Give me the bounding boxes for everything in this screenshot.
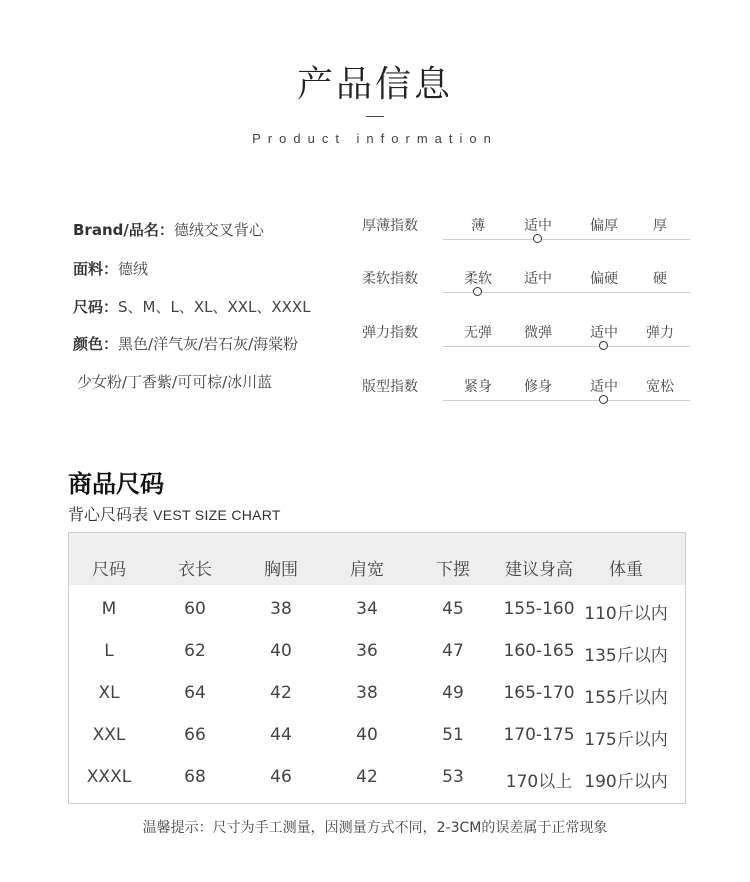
table-row (69, 599, 685, 623)
info-color-key: 颜色： (73, 335, 119, 353)
size-table-header-cell: 建议身高 (505, 560, 573, 580)
info-color (73, 333, 298, 354)
measurement-tip: 温馨提示：尺寸为手工测量，因测量方式不同，2-3CM的误差属于正常现象 (142, 820, 608, 836)
scale-label: 厚薄指数 (362, 218, 418, 234)
table-cell: 38 (356, 683, 378, 703)
scale-option: 宽松 (646, 379, 674, 395)
scale-track (443, 346, 690, 347)
info-fabric-key: 面料： (73, 260, 119, 278)
scale-track (443, 400, 690, 401)
table-cell: 190斤以内 (584, 772, 668, 792)
size-table-header-cell: 肩宽 (350, 560, 384, 580)
table-cell: XXL (92, 725, 126, 745)
info-color-value-2: 少女粉/丁香紫/可可棕/冰川蓝 (77, 373, 273, 391)
table-cell: 68 (184, 767, 206, 787)
table-cell: 51 (442, 725, 464, 745)
size-table-header-cell: 尺码 (92, 560, 126, 580)
table-cell: 60 (184, 599, 206, 619)
scale-option: 薄 (471, 218, 485, 234)
info-color-continued (77, 371, 272, 392)
table-cell: 47 (442, 641, 464, 661)
scale-option: 修身 (524, 379, 552, 395)
table-row (69, 767, 685, 791)
info-fabric (73, 258, 148, 279)
table-cell: 170-175 (503, 725, 575, 745)
page-title: 产品信息 (296, 64, 453, 105)
info-size-value: S、M、L、XL、XXL、XXXL (118, 298, 311, 316)
table-row (69, 683, 685, 707)
table-cell: 34 (356, 599, 378, 619)
table-cell: L (104, 641, 114, 661)
table-cell: 53 (442, 767, 464, 787)
scale-option: 偏硬 (590, 271, 618, 287)
table-cell: 66 (184, 725, 206, 745)
size-subtitle-en: VEST SIZE CHART (153, 507, 281, 523)
table-cell: 155斤以内 (584, 688, 668, 708)
scale-option: 硬 (653, 271, 667, 287)
scale-option: 无弹 (464, 325, 492, 341)
size-table (68, 532, 686, 804)
scale-label: 版型指数 (362, 379, 418, 395)
scale-marker (599, 341, 608, 350)
table-cell: 40 (356, 725, 378, 745)
info-size-key: 尺码： (73, 298, 119, 316)
table-cell: 175斤以内 (584, 730, 668, 750)
table-cell: 155-160 (503, 599, 575, 619)
title-divider (366, 116, 384, 117)
info-fabric-value: 德绒 (118, 260, 149, 278)
scale-option: 适中 (590, 379, 618, 395)
table-cell: XL (98, 683, 120, 703)
table-row (69, 641, 685, 665)
table-cell: 62 (184, 641, 206, 661)
info-color-value: 黑色/洋气灰/岩石灰/海棠粉 (118, 335, 299, 353)
size-table-header (69, 533, 685, 585)
table-cell: 40 (270, 641, 292, 661)
scale-label: 弹力指数 (362, 325, 418, 341)
info-brand (73, 219, 264, 240)
table-cell: 170以上 (505, 772, 573, 792)
table-row (69, 725, 685, 749)
table-cell: 160-165 (503, 641, 575, 661)
table-cell: 42 (270, 683, 292, 703)
size-subtitle-cn: 背心尺码表 (68, 505, 149, 524)
table-cell: 42 (356, 767, 378, 787)
scale-option: 偏厚 (590, 218, 618, 234)
table-cell: 165-170 (503, 683, 575, 703)
scale-option: 弹力 (646, 325, 674, 341)
table-cell: 46 (270, 767, 292, 787)
scale-option: 适中 (524, 218, 552, 234)
scale-label: 柔软指数 (362, 271, 418, 287)
scale-option: 柔软 (464, 271, 492, 287)
scale-track (443, 239, 690, 240)
scale-option: 微弹 (524, 325, 552, 341)
scale-option: 适中 (524, 271, 552, 287)
size-table-header-cell: 胸围 (264, 560, 298, 580)
size-table-header-cell: 下摆 (436, 560, 470, 580)
table-cell: M (101, 599, 117, 619)
info-brand-value: 德绒交叉背心 (173, 221, 264, 239)
table-cell: 49 (442, 683, 464, 703)
table-cell: XXXL (86, 767, 132, 787)
table-cell: 110斤以内 (584, 604, 668, 624)
table-cell: 135斤以内 (584, 646, 668, 666)
table-cell: 64 (184, 683, 206, 703)
scale-option: 紧身 (464, 379, 492, 395)
size-table-header-cell: 衣长 (178, 560, 212, 580)
scale-option: 厚 (653, 218, 667, 234)
page-subtitle: Product information (252, 131, 498, 146)
size-table-header-cell: 体重 (609, 560, 643, 580)
info-size (73, 296, 311, 317)
scale-marker (533, 234, 542, 243)
size-section-subtitle (68, 502, 281, 525)
size-section-title: 商品尺码 (68, 470, 164, 498)
info-brand-key: Brand/品名： (73, 221, 174, 239)
table-cell: 38 (270, 599, 292, 619)
scale-marker (473, 287, 482, 296)
table-cell: 45 (442, 599, 464, 619)
table-cell: 36 (356, 641, 378, 661)
table-cell: 44 (270, 725, 292, 745)
scale-marker (599, 395, 608, 404)
scale-option: 适中 (590, 325, 618, 341)
